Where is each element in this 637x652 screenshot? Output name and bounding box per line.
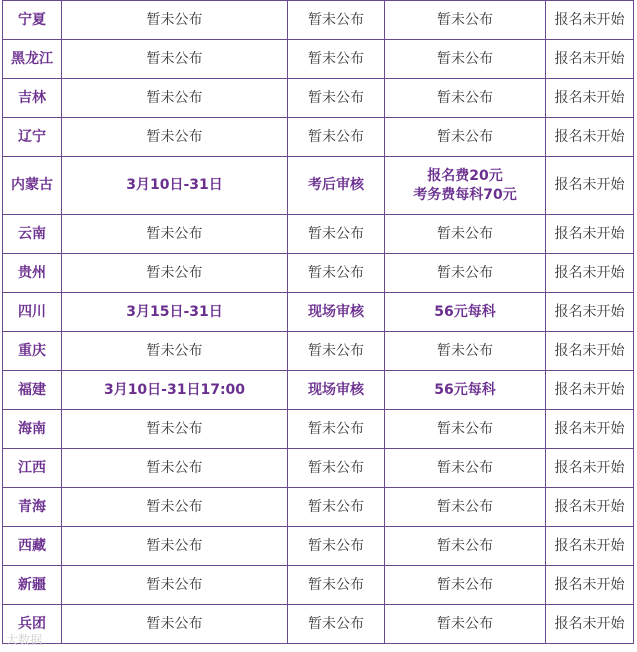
review-method-cell: 暂未公布: [288, 215, 385, 254]
fee-cell: [385, 605, 546, 644]
fee-cell: [385, 40, 546, 79]
fee-line: 暂未公布: [437, 11, 493, 28]
status-cell: 报名未开始: [546, 254, 634, 293]
registration-date-cell: 暂未公布: [62, 79, 288, 118]
review-method-cell: 暂未公布: [288, 118, 385, 157]
status-cell: 报名未开始: [546, 79, 634, 118]
province-cell: 贵州: [3, 254, 62, 293]
table-row: [3, 488, 634, 527]
fee-cell: [385, 527, 546, 566]
status-cell: 报名未开始: [546, 118, 634, 157]
status-cell: 报名未开始: [546, 1, 634, 40]
fee-line: 暂未公布: [437, 576, 493, 593]
registration-date-cell: 暂未公布: [62, 1, 288, 40]
status-cell: 报名未开始: [546, 215, 634, 254]
fee-cell: [385, 157, 546, 215]
province-cell: 黑龙江: [3, 40, 62, 79]
fee-cell: [385, 566, 546, 605]
review-method-cell: 暂未公布: [288, 79, 385, 118]
table-row: [3, 527, 634, 566]
province-cell: 内蒙古: [3, 157, 62, 215]
review-method-cell: 暂未公布: [288, 40, 385, 79]
table-row: [3, 157, 634, 215]
registration-date-cell: 暂未公布: [62, 488, 288, 527]
review-method-cell: 暂未公布: [288, 1, 385, 40]
fee-line: 暂未公布: [437, 537, 493, 554]
fee-cell: [385, 1, 546, 40]
review-method-cell: 暂未公布: [288, 605, 385, 644]
registration-date-cell: 暂未公布: [62, 215, 288, 254]
fee-line: 暂未公布: [437, 264, 493, 281]
table-row: [3, 449, 634, 488]
province-cell: 青海: [3, 488, 62, 527]
status-cell: 报名未开始: [546, 566, 634, 605]
review-method-cell: 暂未公布: [288, 449, 385, 488]
fee-line: 报名费20元: [427, 167, 503, 184]
fee-line: 暂未公布: [437, 459, 493, 476]
fee-cell: [385, 215, 546, 254]
fee-line: 暂未公布: [437, 420, 493, 437]
review-method-cell: 暂未公布: [288, 527, 385, 566]
table-row: [3, 1, 634, 40]
province-cell: 福建: [3, 371, 62, 410]
province-cell: 云南: [3, 215, 62, 254]
province-cell: 四川: [3, 293, 62, 332]
fee-cell: [385, 118, 546, 157]
review-method-cell: 暂未公布: [288, 410, 385, 449]
table-row: [3, 118, 634, 157]
registration-table: [2, 0, 634, 644]
fee-line: 56元每科: [434, 303, 496, 320]
province-cell: 辽宁: [3, 118, 62, 157]
province-cell: 兵团: [3, 605, 62, 644]
province-cell: 西藏: [3, 527, 62, 566]
status-cell: 报名未开始: [546, 410, 634, 449]
fee-line: 暂未公布: [437, 225, 493, 242]
review-method-cell: 暂未公布: [288, 566, 385, 605]
province-cell: 宁夏: [3, 1, 62, 40]
table-row: [3, 40, 634, 79]
fee-cell: [385, 371, 546, 410]
table-row: [3, 566, 634, 605]
registration-date-cell: 暂未公布: [62, 527, 288, 566]
review-method-cell: 现场审核: [288, 371, 385, 410]
fee-line: 暂未公布: [437, 342, 493, 359]
fee-cell: [385, 254, 546, 293]
status-cell: 报名未开始: [546, 605, 634, 644]
table-row: [3, 332, 634, 371]
fee-line: 考务费每科70元: [413, 186, 517, 203]
fee-line: 暂未公布: [437, 50, 493, 67]
table-body: [3, 1, 634, 644]
registration-date-cell: 3月10日-31日17:00: [62, 371, 288, 410]
fee-line: 暂未公布: [437, 498, 493, 515]
review-method-cell: 暂未公布: [288, 488, 385, 527]
registration-date-cell: 暂未公布: [62, 410, 288, 449]
status-cell: 报名未开始: [546, 527, 634, 566]
fee-cell: [385, 449, 546, 488]
fee-cell: [385, 79, 546, 118]
fee-line: 56元每科: [434, 381, 496, 398]
status-cell: 报名未开始: [546, 332, 634, 371]
registration-date-cell: 暂未公布: [62, 118, 288, 157]
table-row: [3, 215, 634, 254]
province-cell: 江西: [3, 449, 62, 488]
fee-cell: [385, 488, 546, 527]
status-cell: 报名未开始: [546, 40, 634, 79]
table-row: [3, 410, 634, 449]
review-method-cell: 考后审核: [288, 157, 385, 215]
registration-date-cell: 暂未公布: [62, 40, 288, 79]
table-row: [3, 605, 634, 644]
province-cell: 重庆: [3, 332, 62, 371]
registration-date-cell: 暂未公布: [62, 566, 288, 605]
review-method-cell: 暂未公布: [288, 332, 385, 371]
table-row: [3, 254, 634, 293]
table-row: [3, 371, 634, 410]
status-cell: 报名未开始: [546, 157, 634, 215]
fee-cell: [385, 332, 546, 371]
registration-date-cell: 暂未公布: [62, 332, 288, 371]
review-method-cell: 暂未公布: [288, 254, 385, 293]
table-row: [3, 79, 634, 118]
province-cell: 吉林: [3, 79, 62, 118]
registration-date-cell: 暂未公布: [62, 254, 288, 293]
registration-date-cell: 3月10日-31日: [62, 157, 288, 215]
fee-line: 暂未公布: [437, 128, 493, 145]
registration-date-cell: 3月15日-31日: [62, 293, 288, 332]
fee-cell: [385, 293, 546, 332]
status-cell: 报名未开始: [546, 371, 634, 410]
registration-date-cell: 暂未公布: [62, 449, 288, 488]
province-cell: 海南: [3, 410, 62, 449]
fee-line: 暂未公布: [437, 615, 493, 632]
status-cell: 报名未开始: [546, 449, 634, 488]
status-cell: 报名未开始: [546, 488, 634, 527]
table-row: [3, 293, 634, 332]
fee-cell: [385, 410, 546, 449]
watermark: 大数据: [6, 633, 43, 647]
review-method-cell: 现场审核: [288, 293, 385, 332]
fee-line: 暂未公布: [437, 89, 493, 106]
registration-date-cell: 暂未公布: [62, 605, 288, 644]
status-cell: 报名未开始: [546, 293, 634, 332]
province-cell: 新疆: [3, 566, 62, 605]
